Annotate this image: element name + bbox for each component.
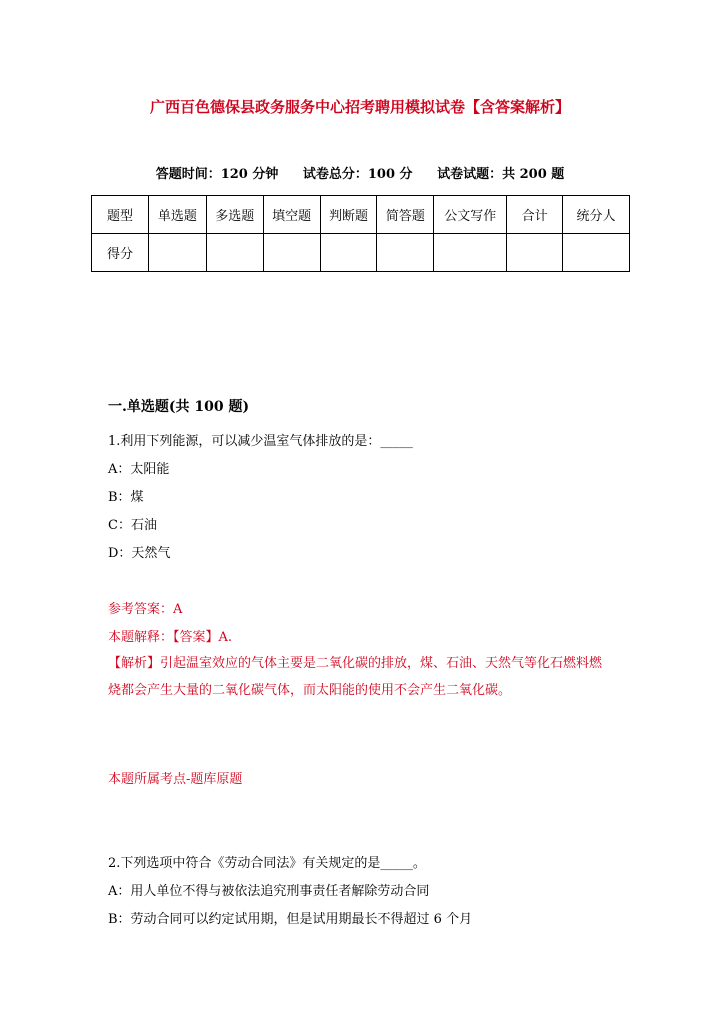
question-1-text: 1.利用下列能源，可以减少温室气体排放的是：_____ [108, 434, 413, 449]
score-cell [148, 234, 206, 272]
score-row-label: 得分 [92, 234, 149, 272]
question-1-option-c: C：石油 [108, 518, 157, 533]
question-1-option-a: A：太阳能 [108, 462, 170, 477]
score-cell [507, 234, 563, 272]
question-1-source: 本题所属考点-题库原题 [108, 772, 243, 787]
header-cell: 填空题 [263, 196, 320, 234]
question-1-explain-body: 【解析】引起温室效应的气体主要是二氧化碳的排放，煤、石油、天然气等化石燃料燃烧都会产生大量的二氧化碳气体，而太阳能的使用不会产生二氧化碳。 [108, 656, 603, 698]
document-title: 广西百色德保县政务服务中心招考聘用模拟试卷【含答案解析】 [149, 98, 570, 116]
header-cell: 统分人 [563, 196, 630, 234]
exam-time: 答题时间：120 分钟 [155, 167, 279, 182]
score-cell [263, 234, 320, 272]
question-2-option-b: B：劳动合同可以约定试用期，但是试用期最长不得超过 6 个月 [108, 912, 473, 927]
header-cell: 多选题 [206, 196, 263, 234]
exam-total-score: 试卷总分：100 分 [302, 167, 413, 182]
score-cell [206, 234, 263, 272]
score-cell [377, 234, 434, 272]
question-1-explain-head: 本题解释：【答案】A. [108, 630, 233, 645]
exam-question-count: 试卷试题：共 200 题 [437, 167, 565, 182]
question-1-answer: 参考答案：A [108, 602, 183, 617]
score-cell [320, 234, 377, 272]
section-title: 一.单选题(共 100 题) [108, 399, 250, 415]
header-cell: 判断题 [320, 196, 377, 234]
score-cell [563, 234, 630, 272]
header-cell: 单选题 [148, 196, 206, 234]
score-table-header-row [92, 196, 630, 234]
exam-info [0, 163, 720, 182]
header-cell: 合计 [507, 196, 563, 234]
score-cell [434, 234, 507, 272]
header-cell: 公文写作 [434, 196, 507, 234]
header-cell: 简答题 [377, 196, 434, 234]
question-1-option-d: D：天然气 [108, 546, 171, 561]
score-table-score-row [92, 234, 630, 272]
question-1-option-b: B：煤 [108, 490, 144, 505]
score-table [91, 195, 630, 272]
header-cell: 题型 [92, 196, 149, 234]
question-2-text: 2.下列选项中符合《劳动合同法》有关规定的是_____。 [108, 856, 426, 871]
question-2-option-a: A：用人单位不得与被依法追究刑事责任者解除劳动合同 [108, 884, 430, 899]
